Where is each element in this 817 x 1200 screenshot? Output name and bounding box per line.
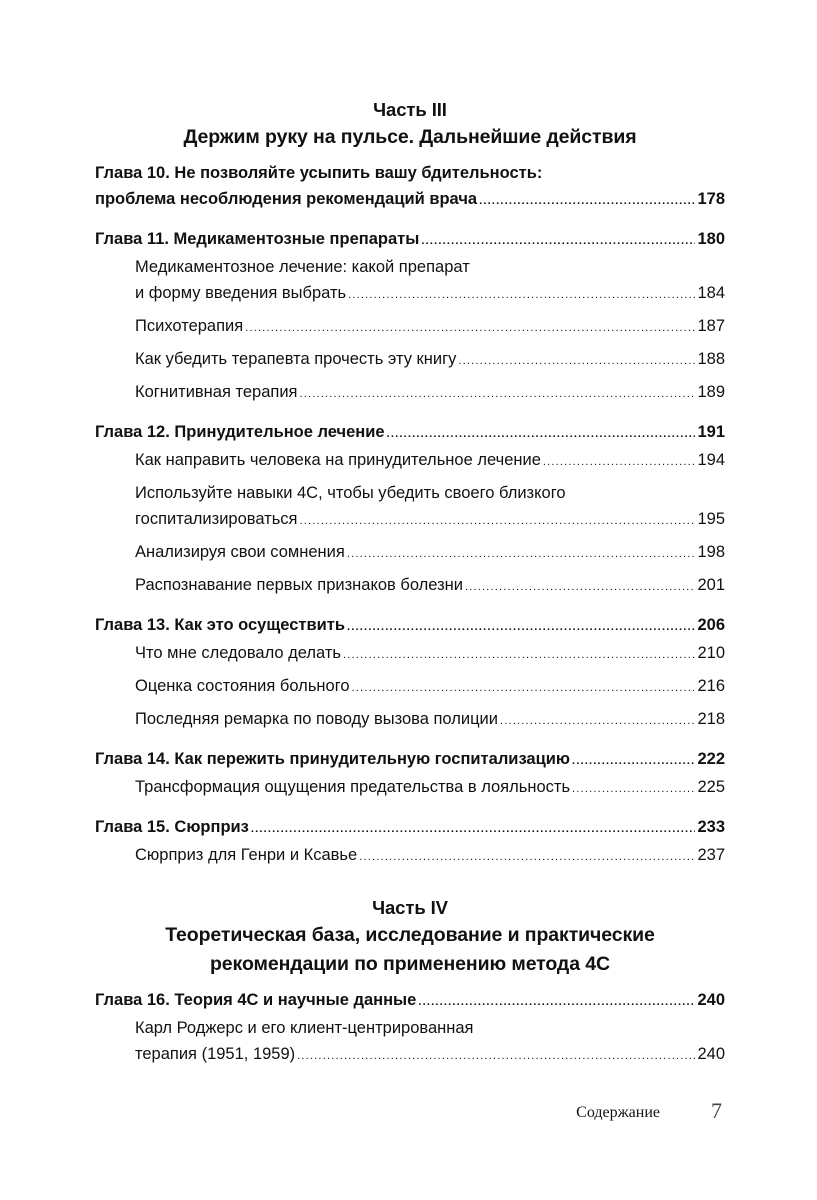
section-title: Как направить человека на принудительное лечение [135, 451, 541, 469]
chapter-title: Глава 16. Теория 4С и научные данные [95, 991, 417, 1009]
toc-section[interactable] [135, 313, 725, 341]
page-number: 237 [697, 846, 725, 864]
page-number: 198 [697, 543, 725, 561]
toc-chapter-12[interactable] [95, 419, 725, 447]
toc-section[interactable] [135, 447, 725, 475]
page-number: 233 [697, 818, 725, 836]
page-number: 201 [697, 576, 725, 594]
part-title-line1: Теоретическая база, исследование и практические [165, 924, 655, 946]
section-title: Психотерапия [135, 317, 244, 335]
page-number: 188 [697, 350, 725, 368]
page-number: 180 [697, 230, 725, 248]
leader-dots [500, 708, 695, 734]
toc-section[interactable] [135, 572, 725, 600]
leader-dots [572, 776, 695, 802]
page-number: 195 [697, 510, 725, 528]
toc-section[interactable] [135, 673, 725, 701]
leader-dots [300, 508, 696, 534]
leader-dots [543, 449, 696, 475]
part-title-line2: рекомендации по применению метода 4С [209, 953, 610, 975]
page-number: 218 [697, 710, 725, 728]
section-title-line1: Используйте навыки 4С, чтобы убедить своего близкого [135, 484, 566, 502]
page-number: 222 [697, 750, 725, 768]
toc-chapter-11[interactable] [95, 226, 725, 254]
section-title: Сюрприз для Генри и Ксавье [135, 846, 358, 864]
section-title: Трансформация ощущения предательства в лояльность [135, 778, 571, 796]
page-number: 240 [697, 991, 725, 1009]
part-4-heading [95, 894, 725, 979]
leader-dots [479, 188, 695, 214]
part-title: Держим руку на пульсе. Дальнейшие действия [183, 126, 637, 148]
toc-section[interactable] [135, 774, 725, 802]
toc-section[interactable] [135, 1015, 725, 1069]
page-number: 210 [697, 644, 725, 662]
toc-chapter-16[interactable] [95, 987, 725, 1015]
leader-dots [421, 228, 695, 254]
section-title: Анализируя свои сомнения [135, 543, 345, 561]
toc-chapter-14[interactable] [95, 746, 725, 774]
page-number: 194 [697, 451, 725, 469]
leader-dots [465, 574, 695, 600]
page-number: 206 [697, 616, 725, 634]
page-number: 184 [697, 284, 725, 302]
section-title: Распознавание первых признаков болезни [135, 576, 463, 594]
chapter-title-line1: Глава 10. Не позволяйте усыпить вашу бдительность: [95, 164, 543, 182]
toc-chapter-10[interactable] [95, 160, 725, 214]
section-title-line2: госпитализироваться [135, 510, 298, 528]
section-title: Как убедить терапевта прочесть эту книгу [135, 350, 457, 368]
folio-page-number: 7 [711, 1098, 722, 1123]
toc-chapter-13[interactable] [95, 612, 725, 640]
page-number: 187 [697, 317, 725, 335]
toc-section[interactable] [135, 640, 725, 668]
section-title-line1: Карл Роджерс и его клиент-центрированная [135, 1019, 474, 1037]
toc-section[interactable] [135, 842, 725, 870]
chapter-title: Глава 11. Медикаментозные препараты [95, 230, 420, 248]
leader-dots [352, 675, 696, 701]
toc-chapter-15[interactable] [95, 814, 725, 842]
leader-dots [347, 614, 695, 640]
leader-dots [359, 844, 695, 870]
section-title-line1: Медикаментозное лечение: какой препарат [135, 258, 470, 276]
part-label: Часть III [373, 99, 447, 120]
section-title: Последняя ремарка по поводу вызова полиции [135, 710, 498, 728]
leader-dots [347, 541, 696, 567]
leader-dots [245, 315, 695, 341]
section-title: Что мне следовало делать [135, 644, 342, 662]
page-number: 240 [697, 1045, 725, 1063]
section-title-line2: и форму введения выбрать [135, 284, 347, 302]
page-number: 191 [697, 423, 725, 441]
toc-section[interactable] [135, 346, 725, 374]
part-3-heading [95, 96, 725, 152]
leader-dots [458, 348, 695, 374]
page-number: 178 [697, 190, 725, 208]
toc-section[interactable] [135, 379, 725, 407]
toc-section[interactable] [135, 254, 725, 308]
page-footer [95, 1100, 725, 1130]
chapter-title: Глава 15. Сюрприз [95, 818, 249, 836]
leader-dots [572, 748, 695, 774]
toc-section[interactable] [135, 480, 725, 534]
leader-dots [348, 282, 695, 308]
section-title: Оценка состояния больного [135, 677, 350, 695]
leader-dots [387, 421, 696, 447]
toc-page [95, 0, 725, 1123]
toc-section[interactable] [135, 539, 725, 567]
chapter-title: Глава 12. Принудительное лечение [95, 423, 385, 441]
chapter-title: Глава 14. Как пережить принудительную госпитализацию [95, 750, 570, 768]
section-title-line2: терапия (1951, 1959) [135, 1045, 296, 1063]
part-label: Часть IV [372, 897, 448, 918]
section-title: Когнитивная терапия [135, 383, 298, 401]
leader-dots [251, 816, 696, 842]
chapter-title: Глава 13. Как это осуществить [95, 616, 345, 634]
page-number: 189 [697, 383, 725, 401]
page-number: 225 [697, 778, 725, 796]
leader-dots [418, 989, 695, 1015]
toc-section[interactable] [135, 706, 725, 734]
leader-dots [343, 642, 695, 668]
page-number: 216 [697, 677, 725, 695]
leader-dots [299, 381, 695, 407]
leader-dots [297, 1043, 695, 1069]
running-header: Содержание [576, 1104, 660, 1121]
chapter-title-line2: проблема несоблюдения рекомендаций врача [95, 190, 478, 208]
